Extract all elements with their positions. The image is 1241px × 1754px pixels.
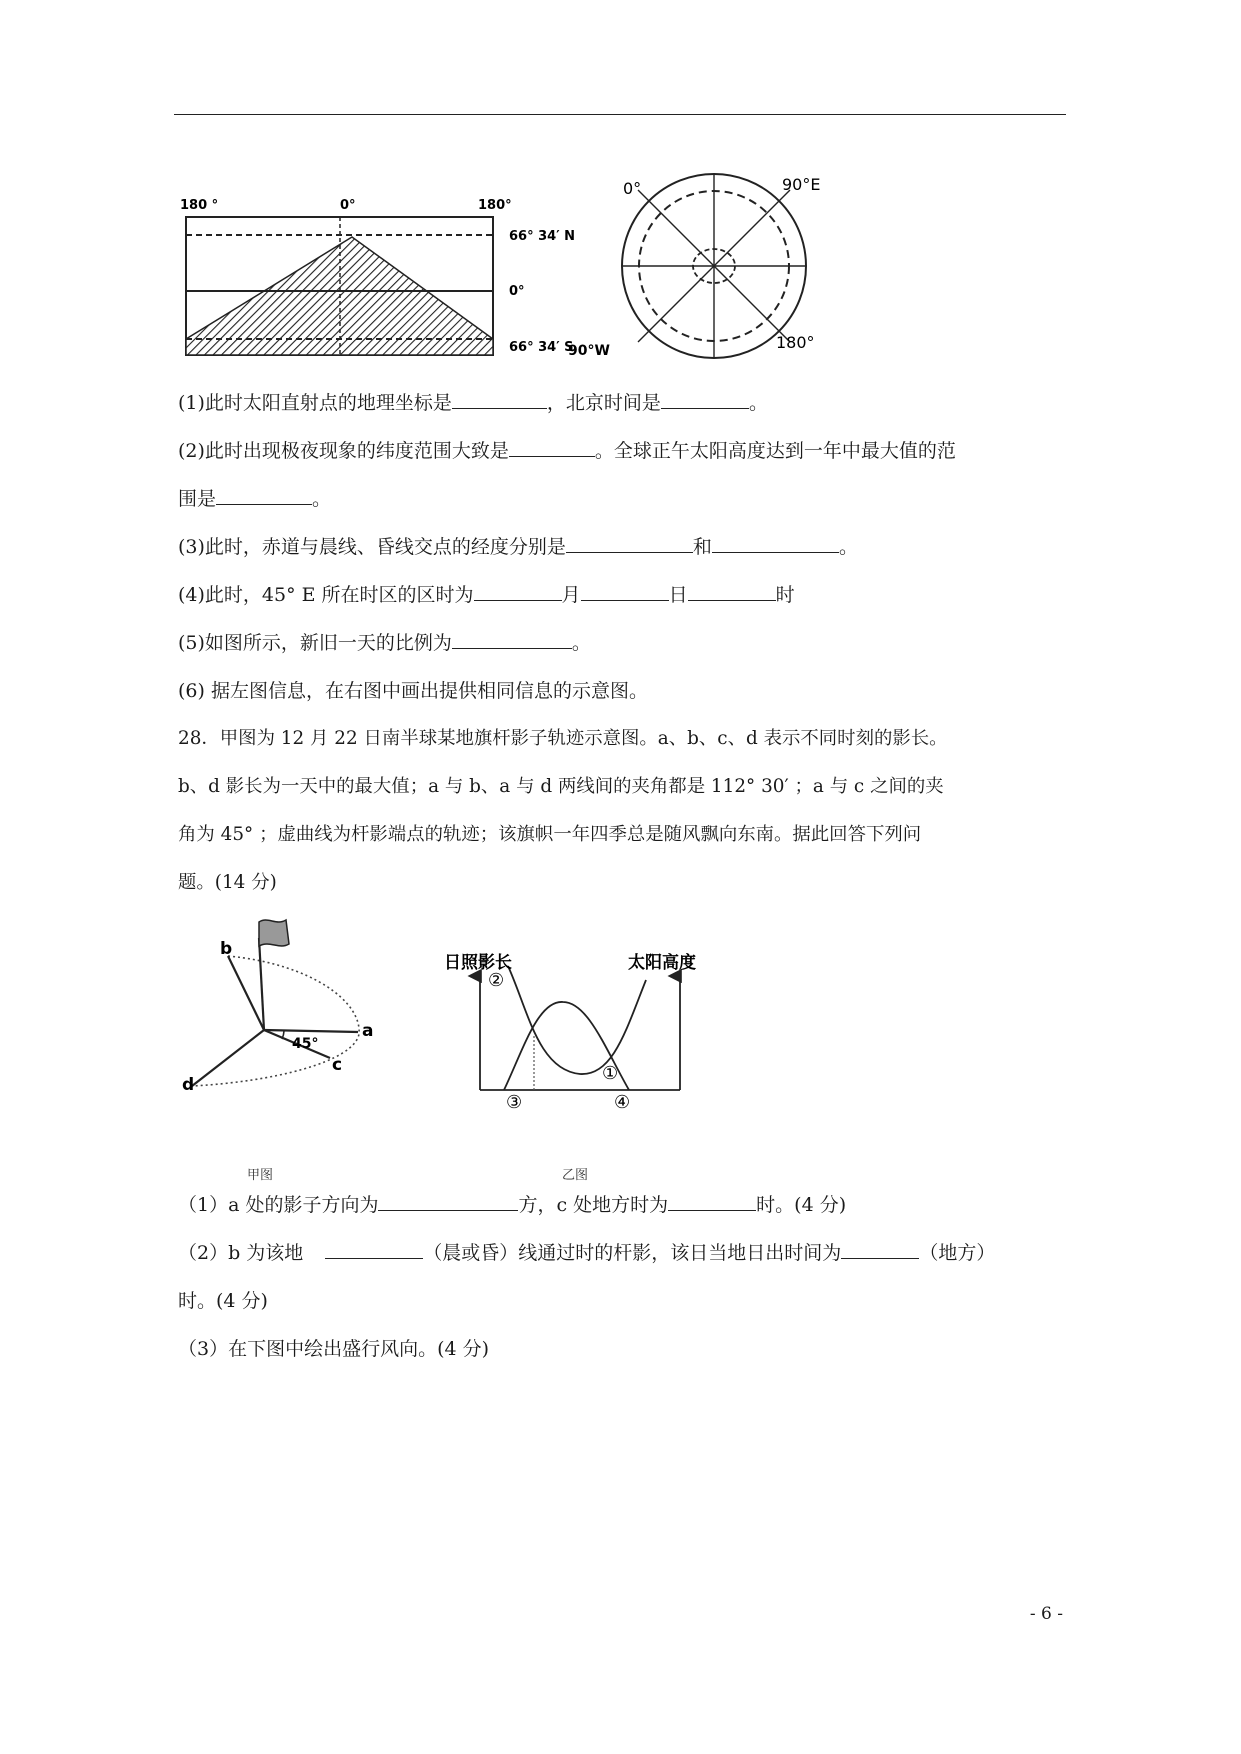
- sub-question-2-cont: 时。(4 分): [178, 1290, 268, 1312]
- answer-blank[interactable]: [378, 1192, 518, 1211]
- answer-blank[interactable]: [452, 630, 572, 649]
- answer-blank[interactable]: [216, 486, 312, 505]
- shadow-altitude-figure: [438, 940, 718, 1140]
- answer-blank[interactable]: [712, 534, 839, 553]
- sub-question-3: （3）在下图中绘出盛行风向。(4 分): [178, 1338, 490, 1360]
- question-28-line-2: b、d 影长为一天中的最大值；a 与 b、a 与 d 两线间的夹角都是 112° 30′ ；a 与 c 之间的夹: [178, 776, 944, 797]
- angle-label: 45°: [292, 1036, 319, 1052]
- question-4: (4)此时，45° E 所在时区的区时为 月 日 时: [178, 584, 795, 606]
- flagpole-shadow-figure: [172, 912, 402, 1095]
- question-5: (5)如图所示，新旧一天的比例为 。: [178, 632, 591, 654]
- sub-question-1: （1）a 处的影子方向为 方，c 处地方时为 时。(4 分): [178, 1194, 847, 1216]
- flag: [259, 920, 289, 946]
- polar-label-90e: 90°E: [782, 175, 821, 194]
- answer-blank[interactable]: [452, 390, 547, 409]
- label-b: b: [220, 939, 233, 959]
- daylight-map-figure: [176, 196, 596, 366]
- mark-2: ②: [488, 970, 505, 991]
- lon-right-label: 180°: [478, 198, 512, 213]
- question-28-line-1: 28．甲图为 12 月 22 日南半球某地旗杆影子轨迹示意图。a、b、c、d 表示不同时刻的影长。: [178, 728, 948, 749]
- question-6: (6) 据左图信息，在右图中画出提供相同信息的示意图。: [178, 680, 648, 702]
- left-axis-label: 日照影长: [444, 953, 512, 973]
- answer-blank[interactable]: [566, 534, 693, 553]
- question-2: (2)此时出现极夜现象的纬度范围大致是 。全球正午太阳高度达到一年中最大值的范: [178, 440, 956, 462]
- answer-blank[interactable]: [668, 1192, 756, 1211]
- answer-blank[interactable]: [325, 1240, 423, 1259]
- answer-blank[interactable]: [581, 582, 669, 601]
- page-number: - 6 -: [1029, 1604, 1063, 1624]
- answer-blank[interactable]: [474, 582, 562, 601]
- label-c: c: [332, 1055, 343, 1075]
- polar-label-180: 180°: [776, 333, 815, 352]
- mark-3: ③: [506, 1092, 523, 1113]
- header-rule: [174, 114, 1066, 115]
- right-axis-label: 太阳高度: [628, 953, 696, 973]
- question-28-line-3: 角为 45° ；虚曲线为杆影端点的轨迹；该旗帜一年四季总是随风飘向东南。据此回答下列问: [178, 824, 922, 845]
- answer-blank[interactable]: [509, 438, 595, 457]
- shadow-d: [192, 1030, 264, 1086]
- lon-left-label: 180 °: [180, 198, 219, 213]
- mark-1: ①: [602, 1063, 619, 1084]
- question-3: (3)此时，赤道与晨线、昏线交点的经度分别是 和 。: [178, 536, 858, 558]
- polar-label-90w: 90°W: [568, 343, 610, 359]
- label-d: d: [182, 1075, 195, 1095]
- answer-blank[interactable]: [688, 582, 776, 601]
- figure-jia-caption: 甲图: [247, 1168, 274, 1183]
- polar-view-figure: [568, 166, 860, 372]
- sub-question-2: （2）b 为该地 （晨或昏）线通过时的杆影，该日当地日出时间为 （地方）: [178, 1242, 996, 1264]
- lat-top-label: 66° 34′ N: [509, 229, 576, 244]
- flagpole: [259, 938, 264, 1030]
- shadow-length-curve: [508, 966, 646, 1074]
- mark-4: ④: [614, 1092, 631, 1113]
- polar-label-0: 0°: [623, 179, 642, 198]
- lat-bottom-label: 66° 34′ S: [509, 340, 574, 355]
- label-a: a: [362, 1021, 374, 1041]
- question-1: (1)此时太阳直射点的地理坐标是 ，北京时间是 。: [178, 392, 768, 414]
- question-28-line-4: 题。(14 分): [178, 872, 277, 893]
- lat-mid-label: 0°: [509, 284, 525, 299]
- answer-blank[interactable]: [841, 1240, 919, 1259]
- question-2-cont: 围是 。: [178, 488, 332, 510]
- shadow-a: [264, 1030, 358, 1032]
- answer-blank[interactable]: [661, 390, 749, 409]
- lon-center-label: 0°: [340, 198, 356, 213]
- shadow-b: [228, 956, 264, 1030]
- figure-yi-caption: 乙图: [562, 1168, 589, 1183]
